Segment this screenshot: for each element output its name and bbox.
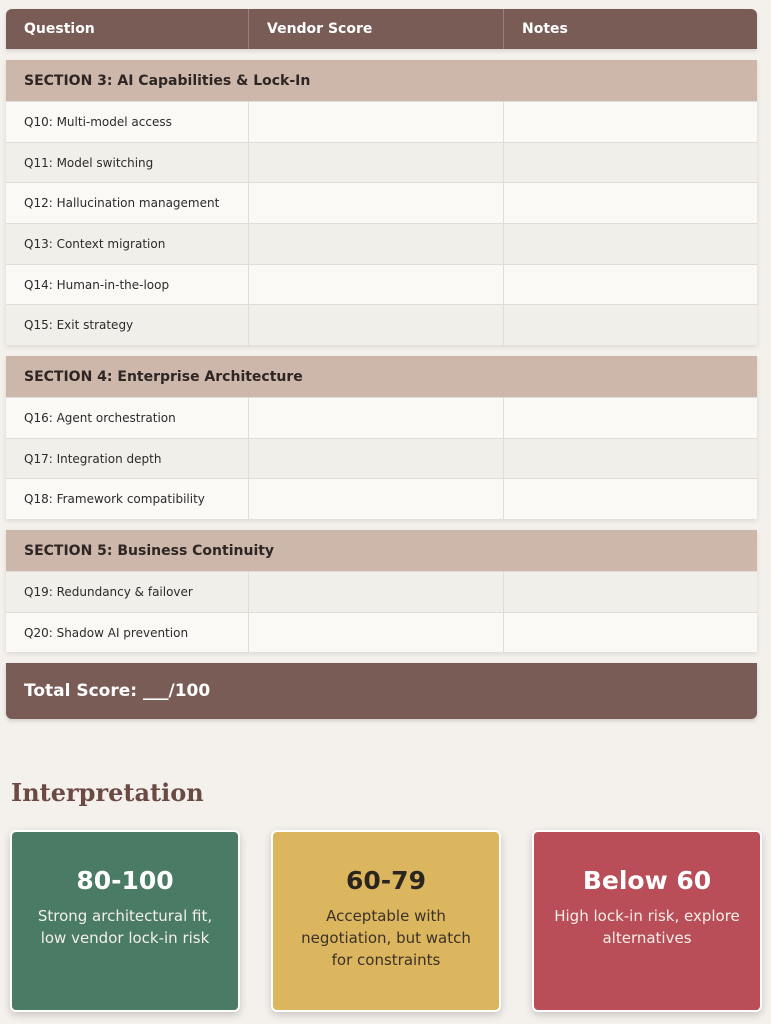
question-cell: Q12: Hallucination management (24, 196, 220, 211)
table-row (6, 397, 757, 438)
question-cell: Q11: Model switching (24, 155, 154, 170)
vendor-score-cell[interactable] (248, 479, 503, 519)
section-3 (6, 60, 757, 345)
notes-cell[interactable] (503, 398, 757, 438)
vendor-score-cell[interactable] (248, 439, 503, 479)
section-title: SECTION 3: AI Capabilities & Lock-In (6, 60, 757, 101)
question-cell: Q20: Shadow AI prevention (24, 625, 189, 640)
section-5 (6, 530, 757, 652)
notes-cell[interactable] (503, 572, 757, 612)
vendor-score-cell[interactable] (248, 102, 503, 142)
notes-cell[interactable] (503, 224, 757, 264)
score-description: Strong architectural fit, low vendor lock-in risk (37, 907, 213, 947)
section-title: SECTION 4: Enterprise Architecture (6, 356, 757, 397)
table-row (6, 438, 757, 479)
table-row (6, 182, 757, 223)
table-row (6, 264, 757, 305)
question-cell: Q15: Exit strategy (24, 318, 134, 333)
notes-cell[interactable] (503, 613, 757, 653)
section-title: SECTION 5: Business Continuity (6, 530, 757, 571)
column-header-vendor-score: Vendor Score (248, 9, 503, 49)
notes-cell[interactable] (503, 143, 757, 183)
notes-cell[interactable] (503, 265, 757, 305)
table-header (6, 9, 757, 49)
notes-cell[interactable] (503, 479, 757, 519)
notes-cell[interactable] (503, 439, 757, 479)
question-cell: Q14: Human-in-the-loop (24, 277, 170, 292)
vendor-score-cell[interactable] (248, 183, 503, 223)
vendor-score-cell[interactable] (248, 305, 503, 345)
column-header-notes: Notes (503, 9, 757, 49)
notes-cell[interactable] (503, 102, 757, 142)
interpretation-heading: Interpretation (11, 778, 204, 807)
table-row (6, 101, 757, 142)
question-cell: Q19: Redundancy & failover (24, 584, 193, 599)
vendor-score-cell[interactable] (248, 143, 503, 183)
question-cell: Q16: Agent orchestration (24, 410, 176, 425)
notes-cell[interactable] (503, 305, 757, 345)
vendor-score-cell[interactable] (248, 613, 503, 653)
interpretation-card-medium (271, 830, 501, 1012)
interpretation-card-low (532, 830, 762, 1012)
table-row (6, 571, 757, 612)
vendor-score-cell[interactable] (248, 224, 503, 264)
score-description: High lock-in risk, explore alternatives (554, 907, 740, 947)
vendor-score-cell[interactable] (248, 572, 503, 612)
score-range: 60-79 (346, 866, 426, 895)
table-row (6, 478, 757, 519)
question-cell: Q17: Integration depth (24, 451, 162, 466)
vendor-score-cell[interactable] (248, 265, 503, 305)
question-cell: Q10: Multi-model access (24, 114, 172, 129)
score-range: Below 60 (582, 866, 712, 895)
total-score-bar: Total Score: ___/100 (6, 663, 757, 719)
question-cell: Q13: Context migration (24, 236, 166, 251)
vendor-score-cell[interactable] (248, 398, 503, 438)
column-header-question: Question (24, 21, 95, 37)
notes-cell[interactable] (503, 183, 757, 223)
table-row (6, 612, 757, 653)
table-row (6, 304, 757, 345)
table-row (6, 142, 757, 183)
question-cell: Q18: Framework compatibility (24, 492, 205, 507)
table-row (6, 223, 757, 264)
section-4 (6, 356, 757, 519)
score-range: 80-100 (76, 866, 174, 895)
score-description: Acceptable with negotiation, but watch for constraints (301, 907, 471, 969)
interpretation-card-high (10, 830, 240, 1012)
